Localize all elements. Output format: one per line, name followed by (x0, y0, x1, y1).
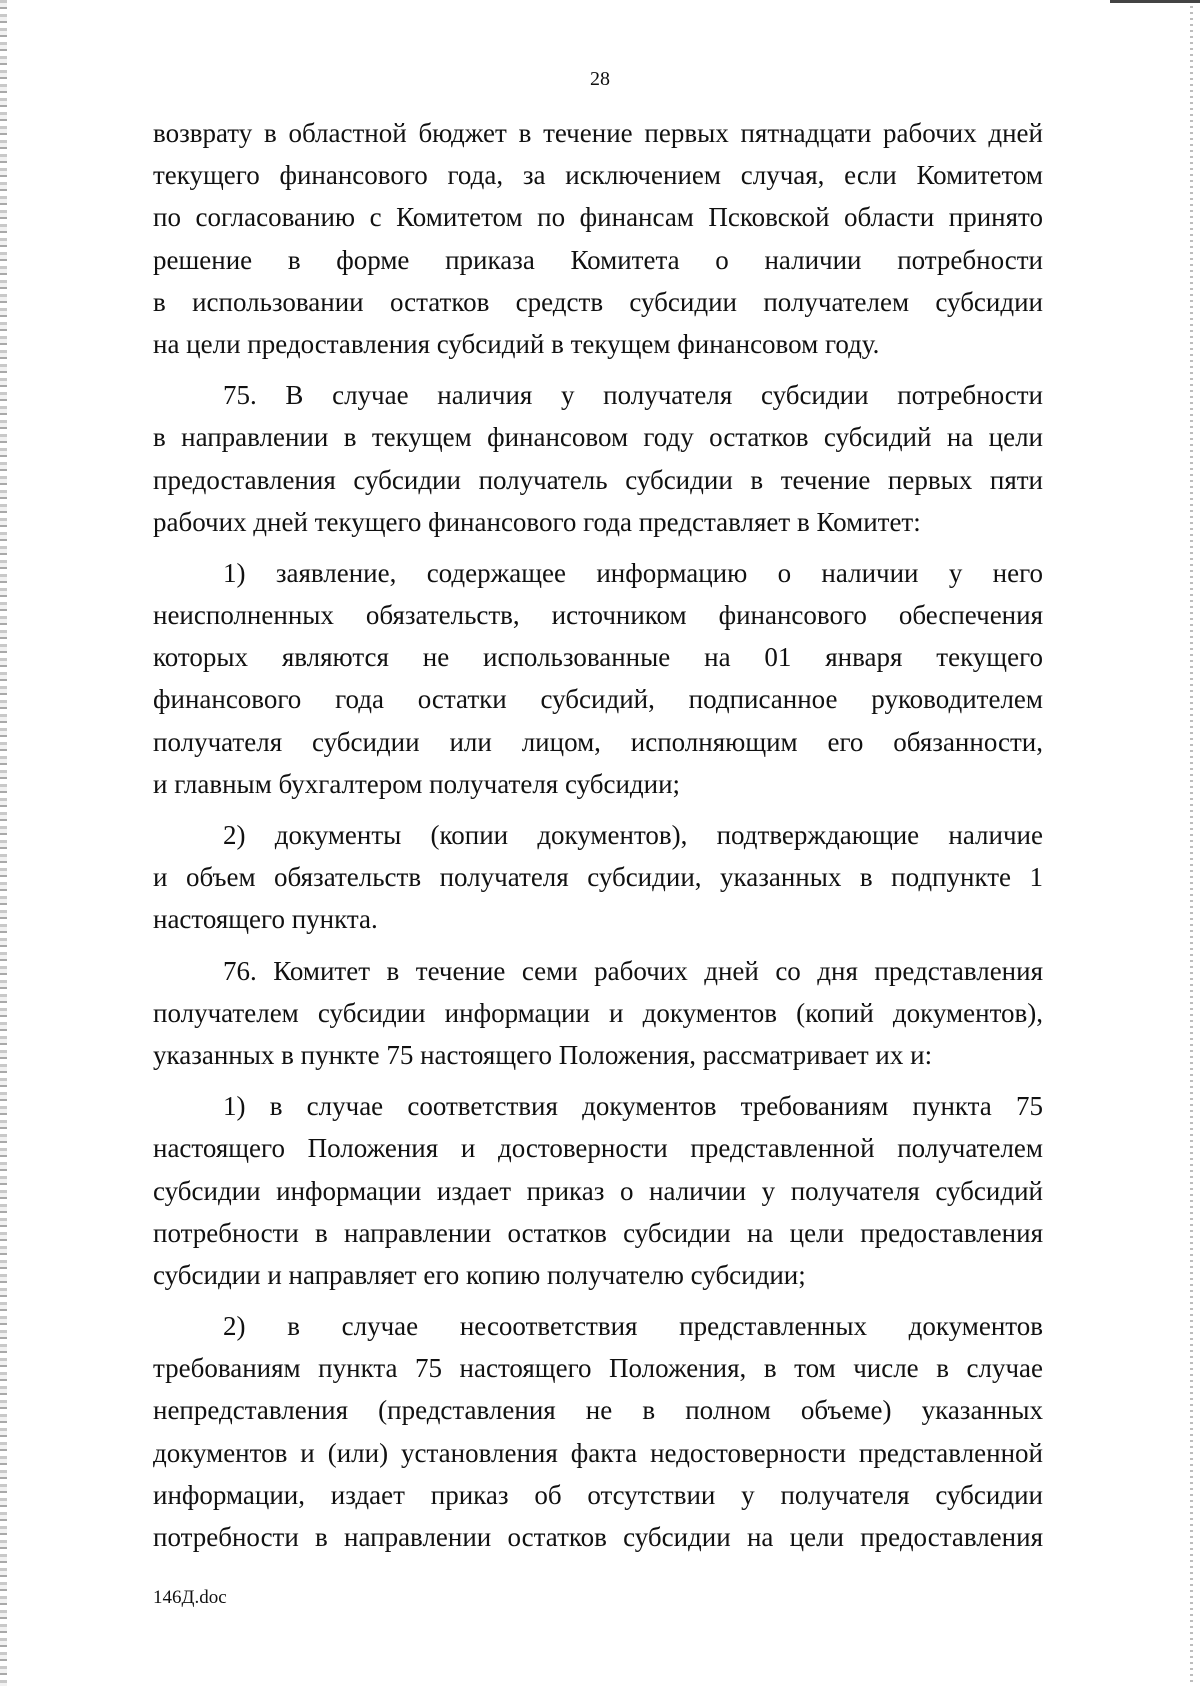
text-line: возврату в областной бюджет в течение первых пятнадцати рабочих дней (153, 118, 1043, 148)
text-line: получателем субсидии информации и документов (копий документов), (153, 997, 1043, 1028)
text-line: неисполненных обязательств, источником финансового обеспечения (153, 600, 1043, 631)
paragraph (153, 552, 1043, 805)
scan-edge-left (0, 0, 7, 1686)
text-line: указанных в пункте 75 настоящего Положения, рассматривает их и: (153, 1039, 933, 1070)
text-line: финансового года остатки субсидий, подписанное руководителем (153, 684, 1043, 715)
page-number: 28 (590, 68, 610, 90)
text-line: потребности в направлении остатков субсидии на цели предоставления (153, 1217, 1043, 1248)
text-line: 75. В случае наличия у получателя субсидии потребности (223, 380, 1043, 411)
text-line: 1) заявление, содержащее информацию о наличии у него (223, 557, 1043, 588)
text-line: на цели предоставления субсидий в текущем финансовом году. (153, 328, 880, 359)
scan-edge-right (1190, 0, 1193, 1686)
text-line: информации, издает приказ об отсутствии у получателя субсидии (153, 1479, 1043, 1510)
text-line: и объем обязательств получателя субсидии, указанных в подпункте 1 (153, 862, 1043, 893)
text-line: настоящего пункта. (153, 904, 378, 935)
text-line: 76. Комитет в течение семи рабочих дней со дня представления (223, 955, 1043, 986)
text-line: субсидии и направляет его копию получателю субсидии; (153, 1259, 806, 1290)
text-line: 1) в случае соответствия документов требованиям пункта 75 (223, 1091, 1043, 1122)
text-line: настоящего Положения и достоверности представленной получателем (153, 1133, 1043, 1164)
text-line: решение в форме приказа Комитета о наличии потребности (153, 244, 1043, 275)
text-line: получателя субсидии или лицом, исполняющим его обязанности, (153, 726, 1043, 757)
text-line: по согласованию с Комитетом по финансам Псковской области принято (153, 202, 1043, 233)
text-line: текущего финансового года, за исключением случая, если Комитетом (153, 160, 1043, 191)
document-body (153, 112, 1043, 1567)
text-line: потребности в направлении остатков субсидии на цели предоставления (153, 1522, 1043, 1552)
text-line: 2) документы (копии документов), подтверждающие наличие (223, 820, 1043, 850)
text-line: документов и (или) установления факта недостоверности представленной (153, 1437, 1043, 1468)
text-line: 2) в случае несоответствия представленных документов (223, 1311, 1043, 1342)
text-line: предоставления субсидии получатель субсидии в течение первых пяти (153, 464, 1043, 495)
paragraph (153, 814, 1043, 941)
paragraph (153, 1085, 1043, 1296)
text-line: рабочих дней текущего финансового года представляет в Комитет: (153, 506, 921, 537)
paragraph (153, 112, 1043, 365)
scan-edge-top (1110, 0, 1200, 3)
text-line: непредставления (представления не в полном объеме) указанных (153, 1395, 1043, 1426)
text-line: которых являются не использованные на 01 января текущего (153, 642, 1043, 673)
paragraph (153, 1305, 1043, 1558)
paragraph (153, 374, 1043, 543)
paragraph (153, 950, 1043, 1077)
text-line: и главным бухгалтером получателя субсидии; (153, 768, 681, 799)
text-line: в направлении в текущем финансовом году остатков субсидий на цели (153, 422, 1043, 453)
text-line: требованиям пункта 75 настоящего Положения, в том числе в случае (153, 1353, 1043, 1384)
text-line: в использовании остатков средств субсидии получателем субсидии (153, 286, 1043, 317)
text-line: субсидии информации издает приказ о наличии у получателя субсидий (153, 1175, 1043, 1206)
footer-filename: 146Д.doc (153, 1587, 227, 1608)
